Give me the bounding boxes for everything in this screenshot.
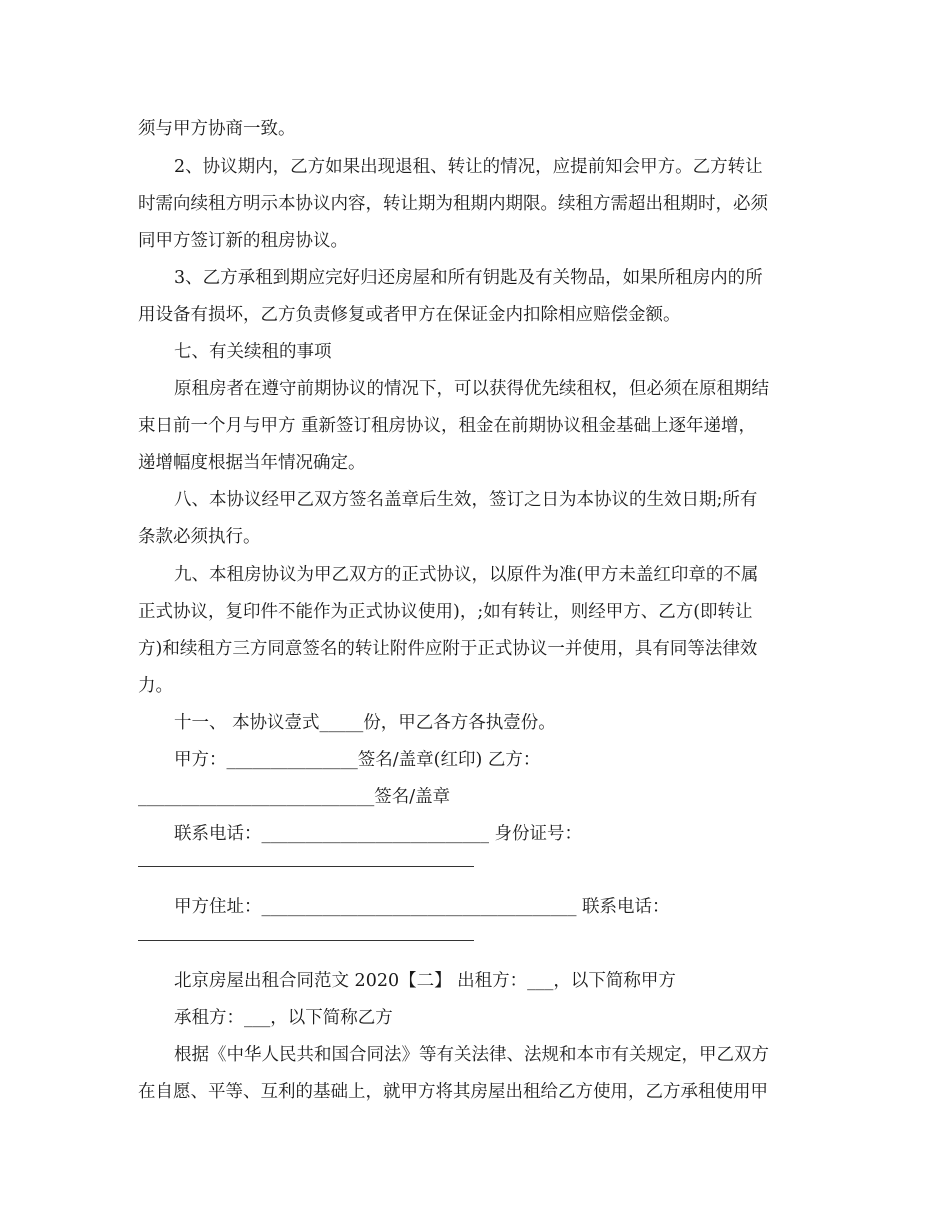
blank-rule [138,866,474,867]
clause-8: 八、本协议经甲乙双方签名盖章后生效，签订之日为本协议的生效日期;所有 [174,490,758,510]
text-line: 时需向续租方明示本协议内容，转让期为租期内期限。续租方需超出租期时，必须 [138,194,768,214]
text-line: 在自愿、平等、互利的基础上，就甲方将其房屋出租给乙方使用，乙方承租使用甲 [138,1082,768,1102]
contract-title-line: 北京房屋出租合同范文 2020【二】 出租方：___，以下简称甲方 [174,971,676,991]
text-line: 递增幅度根据当年情况确定。 [138,453,366,473]
text-line: 条款必须执行。 [138,527,261,547]
clause-9: 九、本租房协议为甲乙双方的正式协议，以原件为准(甲方未盖红印章的不属 [174,565,759,585]
address-line: 甲方住址：____________________________________ 联系电话： [174,897,670,917]
text-line: 同甲方签订新的租房协议。 [138,231,348,251]
text-line: 方)和续租方三方同意签名的转让附件应附于正式协议一并使用，具有同等法律效 [138,639,758,659]
text-line: 力。 [138,676,173,696]
text-line: 束日前一个月与甲方 重新签订租房协议，租金在前期协议租金基础上逐年递增， [138,416,757,436]
signature-line-party-b: ___________________________签名/盖章 [138,787,451,807]
clause-3: 3、乙方承租到期应完好归还房屋和所有钥匙及有关物品，如果所租房内的所 [174,268,763,288]
section-heading-renewal: 七、有关续租的事项 [174,342,332,362]
contact-phone-line: 联系电话：__________________________ 身份证号： [174,824,583,844]
text-line: 用设备有损坏，乙方负责修复或者甲方在保证金内扣除相应赔偿金额。 [138,305,681,325]
text-line: 正式协议，复印件不能作为正式协议使用)，;如有转让，则经甲方、乙方(即转让 [138,602,753,622]
tenant-line: 承租方：___，以下简称乙方 [174,1008,393,1028]
text-line: 须与甲方协商一致。 [138,119,296,139]
signature-line-party-a: 甲方：_______________签名/盖章(红印) 乙方： [174,750,541,770]
text-line: 根据《中华人民共和国合同法》等有关法律、法规和本市有关规定，甲乙双方 [174,1045,769,1065]
clause-2: 2、协议期内，乙方如果出现退租、转让的情况，应提前知会甲方。乙方转让 [174,157,763,177]
blank-rule [138,940,474,941]
text-line: 原租房者在遵守前期协议的情况下，可以获得优先续租权，但必须在原租期结 [174,379,769,399]
clause-11: 十一、 本协议壹式_____份，甲乙各方各执壹份。 [174,713,556,733]
